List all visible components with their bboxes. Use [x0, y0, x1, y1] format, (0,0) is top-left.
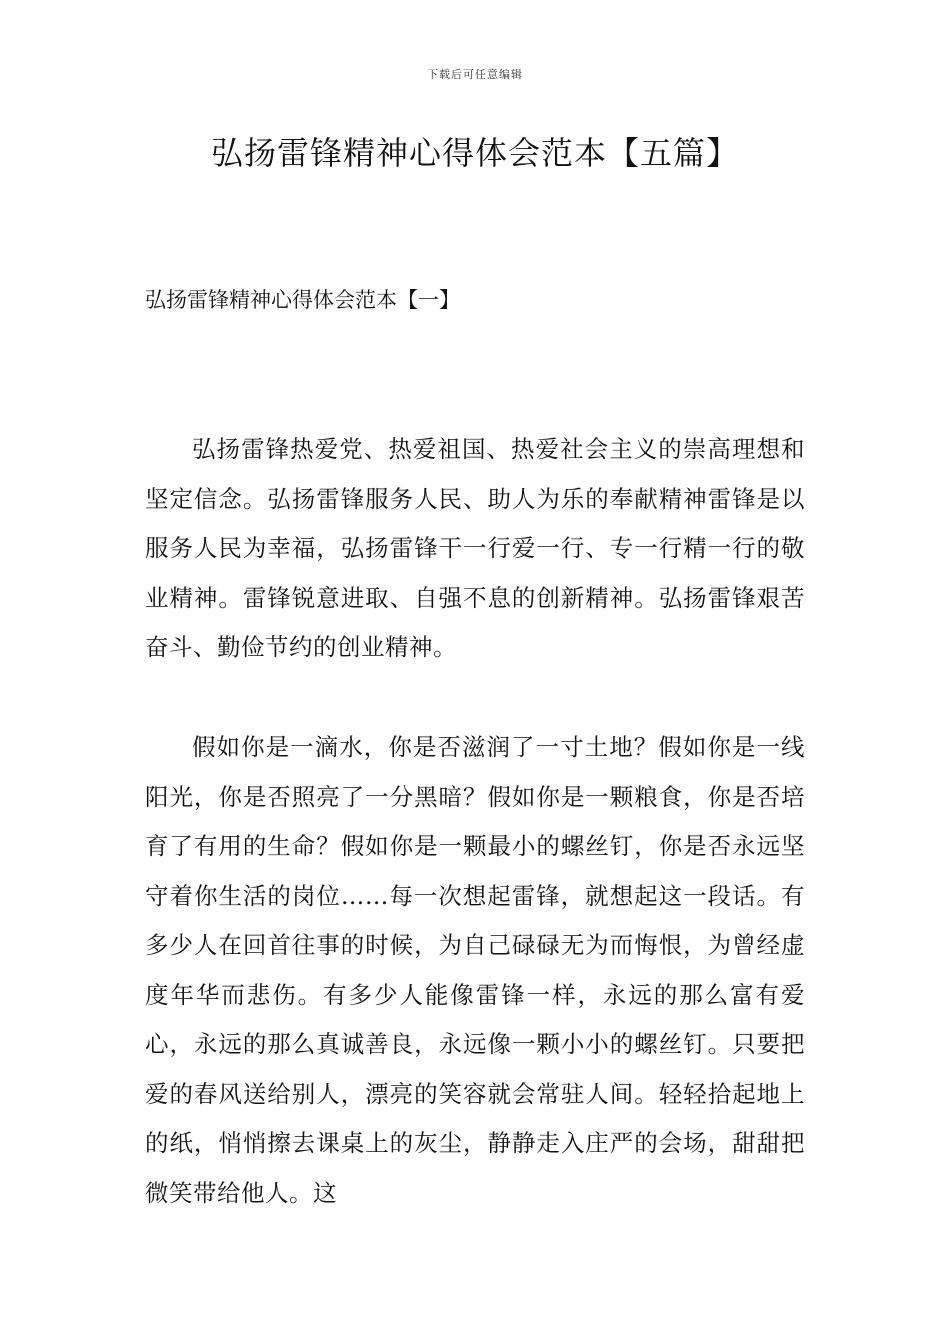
body-paragraph-1: 弘扬雷锋热爱党、热爱祖国、热爱社会主义的崇高理想和坚定信念。弘扬雷锋服务人民、助人为乐的奉献精神雷锋是以服务人民为幸福，弘扬雷锋干一行爱一行、专一行精一行的敬业精神。雷锋锐意进取、自强不息的创新精神。弘扬雷锋艰苦奋斗、勤俭节约的创业精神。 [145, 435, 805, 661]
document-title: 弘扬雷锋精神心得体会范本【五篇】 [210, 134, 739, 172]
header-note: 下载后可任意编辑 [427, 68, 523, 81]
body-paragraph-2: 假如你是一滴水，你是否滋润了一寸土地？假如你是一线阳光，你是否照亮了一分黑暗？假如你是一颗粮食，你是否培育了有用的生命？假如你是一颗最小的螺丝钉，你是否永远坚守着你生活的岗位……每一次想起雷锋，就想起这一段话。有多少人在回首往事的时候，为自己碌碌无为而悔恨，为曾经虚度年华而悲伤。有多少人能像雷锋一样，永远的那么富有爱心，永远的那么真诚善良，永远像一颗小小的螺丝钉。只要把爱的春风送给别人，漂亮的笑容就会常驻人间。轻轻拾起地上的纸，悄悄擦去课桌上的灰尘，静静走入庄严的会场，甜甜把微笑带给他人。这 [145, 733, 805, 1207]
section-heading: 弘扬雷锋精神心得体会范本【一】 [145, 288, 460, 312]
